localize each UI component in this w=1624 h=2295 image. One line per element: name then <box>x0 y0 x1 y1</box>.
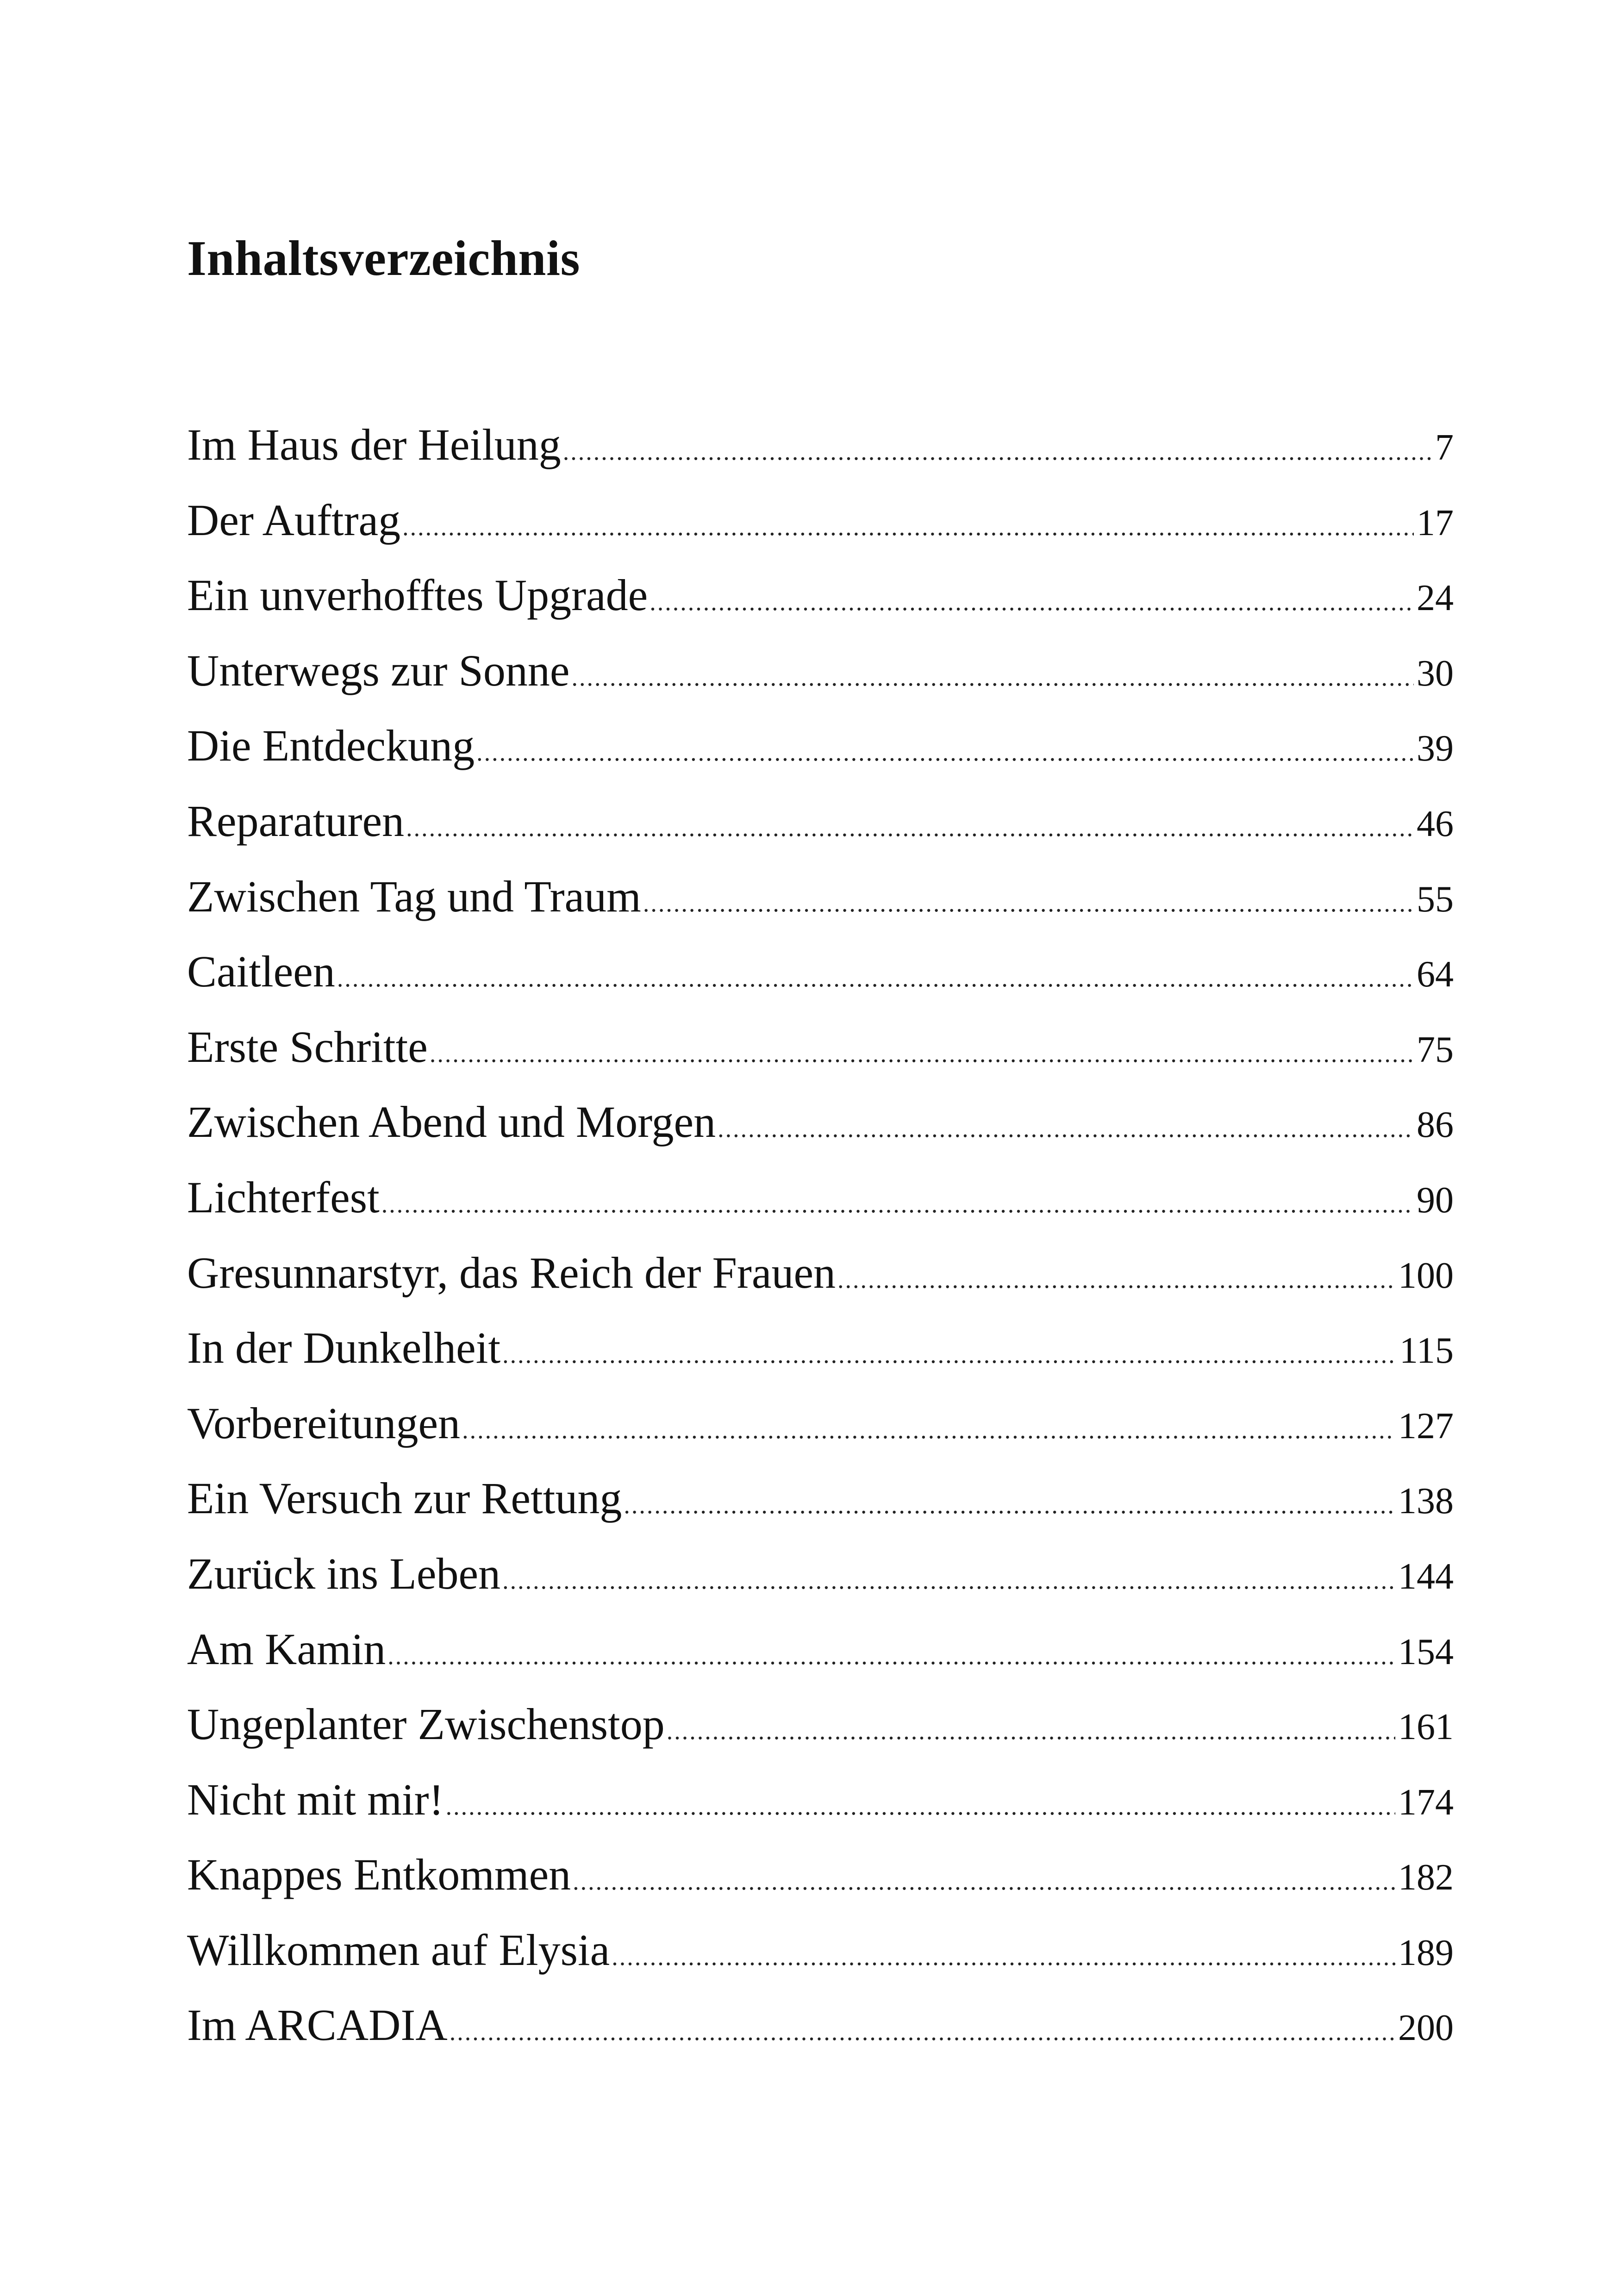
toc-dot-leader <box>573 1844 1395 1919</box>
toc-dot-leader <box>450 1994 1395 2070</box>
toc-dot-leader <box>502 1317 1397 1392</box>
toc-dot-leader <box>402 489 1414 565</box>
toc-entry <box>187 1160 1454 1235</box>
toc-entry <box>187 1310 1454 1386</box>
toc-entry <box>187 1085 1454 1160</box>
toc-page-number: 46 <box>1417 803 1454 844</box>
toc-dot-leader <box>612 1919 1395 1995</box>
toc-entry-title: Zurück ins Leben <box>187 1548 501 1598</box>
toc-dot-leader <box>446 1769 1395 1844</box>
toc-entry-title: Ein unverhofftes Upgrade <box>187 570 648 620</box>
toc-dot-leader <box>381 1166 1414 1242</box>
toc-entry-title: Reparaturen <box>187 796 405 846</box>
toc-entry <box>187 633 1454 709</box>
toc-page-number: 55 <box>1417 879 1454 920</box>
toc-entry-title: Willkommen auf Elysia <box>187 1925 610 1975</box>
toc-entry <box>187 784 1454 859</box>
toc-dot-leader <box>563 414 1432 489</box>
toc-page-number: 161 <box>1398 1707 1454 1748</box>
toc-entry-title: Gresunnarstyr, das Reich der Frauen <box>187 1247 836 1297</box>
toc-page-number: 100 <box>1398 1255 1454 1296</box>
toc-entry-title: In der Dunkelheit <box>187 1323 501 1373</box>
toc-entry-title: Im Haus der Heilung <box>187 420 561 469</box>
toc-entry <box>187 1235 1454 1311</box>
toc-page-number: 115 <box>1399 1330 1454 1372</box>
toc-page-number: 189 <box>1398 1932 1454 1973</box>
toc-entry-title: Nicht mit mir! <box>187 1774 444 1824</box>
toc-dot-leader <box>387 1618 1395 1694</box>
toc-page-number: 144 <box>1398 1556 1454 1597</box>
toc-page-number: 154 <box>1398 1631 1454 1672</box>
toc-page-number: 86 <box>1417 1104 1454 1146</box>
toc-entry-title: Zwischen Abend und Morgen <box>187 1097 716 1147</box>
toc-page-number: 30 <box>1417 653 1454 694</box>
toc-page-number: 127 <box>1398 1405 1454 1447</box>
toc-entry-title: Der Auftrag <box>187 495 401 545</box>
toc-dot-leader <box>624 1467 1395 1543</box>
toc-dot-leader <box>718 1091 1414 1166</box>
toc-entry <box>187 1837 1454 1913</box>
toc-entry <box>187 934 1454 1010</box>
toc-page-number: 200 <box>1398 2008 1454 2049</box>
toc-entry <box>187 1687 1454 1762</box>
toc-entry-title: Ein Versuch zur Rettung <box>187 1473 622 1523</box>
toc-page-number: 138 <box>1398 1481 1454 1522</box>
toc-dot-leader <box>837 1242 1395 1317</box>
toc-page-number: 7 <box>1435 427 1454 468</box>
toc-dot-leader <box>337 941 1414 1016</box>
toc-entry <box>187 1010 1454 1085</box>
toc-entry-title: Caitleen <box>187 947 335 997</box>
toc-entry-title: Unterwegs zur Sonne <box>187 645 570 695</box>
toc-entry-title: Im ARCADIA <box>187 2000 448 2050</box>
toc-entry-title: Am Kamin <box>187 1624 386 1674</box>
toc-entry <box>187 1536 1454 1612</box>
toc-entry-title: Zwischen Tag und Traum <box>187 871 641 921</box>
toc-entry-title: Vorbereitungen <box>187 1398 461 1448</box>
toc-entry-title: Die Entdeckung <box>187 721 475 771</box>
toc-dot-leader <box>430 1016 1414 1091</box>
toc-page-number: 174 <box>1398 1782 1454 1823</box>
toc-entry <box>187 1762 1454 1838</box>
toc-dot-leader <box>650 564 1414 640</box>
toc-entry-title: Erste Schritte <box>187 1022 428 1072</box>
toc-entry-title: Knappes Entkommen <box>187 1850 571 1900</box>
page-title: Inhaltsverzeichnis <box>187 231 581 286</box>
toc-entry-title: Ungeplanter Zwischenstop <box>187 1699 665 1749</box>
toc-entry <box>187 1386 1454 1461</box>
toc-entry <box>187 859 1454 935</box>
toc-page-number: 64 <box>1417 954 1454 995</box>
toc-dot-leader <box>476 715 1414 790</box>
toc-dot-leader <box>502 1543 1395 1618</box>
toc-dot-leader <box>462 1392 1395 1468</box>
toc-entry <box>187 407 1454 483</box>
toc-entry <box>187 558 1454 633</box>
toc-entry <box>187 483 1454 558</box>
toc-dot-leader <box>406 790 1414 866</box>
toc-entry <box>187 708 1454 784</box>
toc-page-number: 39 <box>1417 728 1454 769</box>
toc-entry <box>187 1612 1454 1687</box>
toc-entry-title: Lichterfest <box>187 1172 380 1222</box>
toc-page-number: 24 <box>1417 578 1454 619</box>
table-of-contents <box>187 407 1454 2063</box>
toc-dot-leader <box>643 866 1414 941</box>
toc-page-number: 182 <box>1398 1857 1454 1898</box>
toc-entry <box>187 1913 1454 1988</box>
toc-page-number: 75 <box>1417 1029 1454 1070</box>
toc-page-number: 17 <box>1417 502 1454 543</box>
toc-dot-leader <box>571 640 1414 715</box>
toc-dot-leader <box>667 1693 1395 1769</box>
toc-entry <box>187 1988 1454 2063</box>
toc-page-number: 90 <box>1417 1179 1454 1221</box>
toc-entry <box>187 1461 1454 1536</box>
